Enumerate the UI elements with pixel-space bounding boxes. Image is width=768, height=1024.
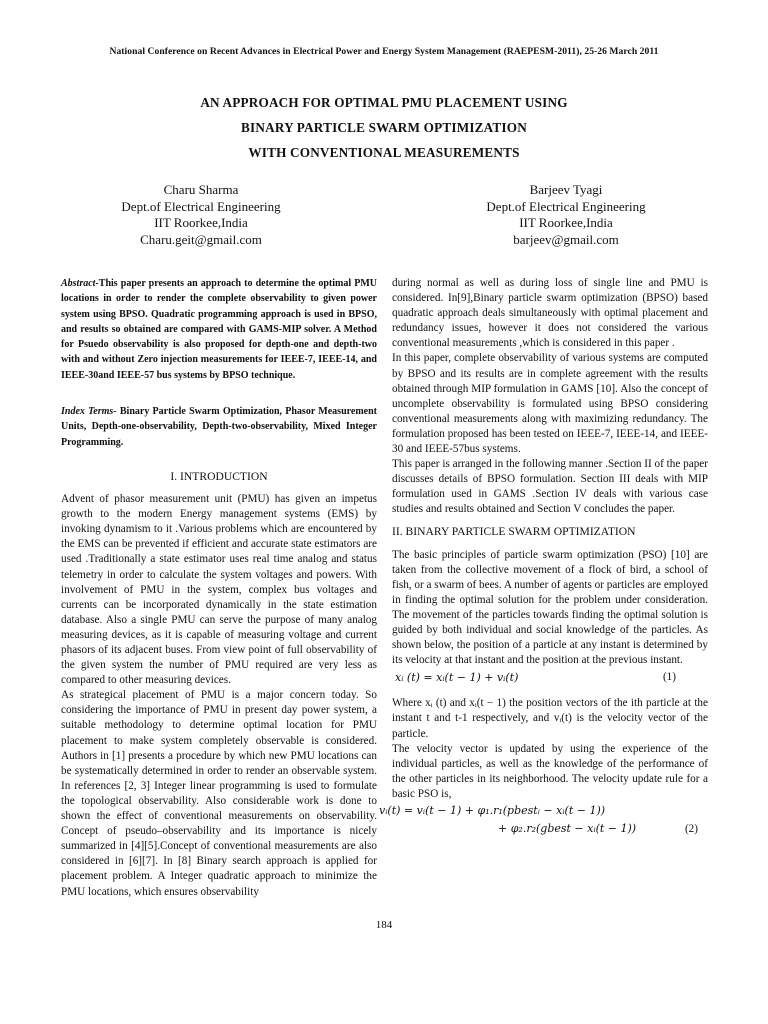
section-title: . BINARY PARTICLE SWARM OPTIMIZATION (399, 524, 636, 538)
right-paragraph-3: This paper is arranged in the following manner .Section II of the paper discusses details of BPSO formulation. Section III deals with MIP formulation used in GAMS .Section IV deals with various case studies and results obtained and Section V concludes the paper. (392, 458, 708, 516)
index-terms (61, 404, 377, 450)
intro-paragraph-2: As strategical placement of PMU is a major concern today. So considering the importance of PMU in present day power system, a suitable methodology to determine optimal location for PMU placement to make system completely observable is considered. Authors in [1] presents a procedure by which new PMU locations can be systematically determined in order to render an observable system. In references [2, 3] Integer linear programming is used to formulate the topological observability. Also considerable work is done to shown the effect of conventional measurements on observability. Concept of pseudo–observability and its importance is nicely summarized in [4][5].Concept of conventional measurements are also considered in [6][7]. In [8] Binary search approach is applied for placement problem. A Integer quadratic approach to minimize the PMU locations, which ensures observability (61, 689, 377, 898)
author-name: Barjeev Tyagi (529, 182, 603, 197)
author-name: Charu Sharma (163, 182, 239, 197)
abstract (61, 276, 377, 383)
paper-title-line-3: WITH CONVENTIONAL MEASUREMENTS (248, 145, 520, 160)
author-block-1 (91, 182, 311, 248)
left-column (61, 276, 377, 900)
author-dept: Dept.of Electrical Engineering (486, 198, 646, 214)
paper-title-line-2: BINARY PARTICLE SWARM OPTIMIZATION (241, 120, 527, 135)
bpso-paragraph-2: Where xᵢ (t) and xᵢ(t − 1) the position vectors of the ith particle at the instant t and t-1 respectively, and vᵢ(t) is the velocity vector of the particle. (392, 697, 708, 740)
equation-1-body: xᵢ (t) = xᵢ(t − 1) + vᵢ(t) (395, 671, 519, 685)
section-heading-bpso (392, 524, 708, 539)
abstract-text: This paper presents an approach to determine the optimal PMU locations in order to render the complete observability to given power system using BPSO. Quadratic programming approach is used in BPSO, and results so obtained are compared with GAMS-MIP solver. A Method for Psuedo observability is also proposed for depth-one and depth-two with and without Zero injection measurements for IEEE-7, IEEE-14, and IEEE-30and IEEE-57 bus systems by BPSO technique. (61, 278, 377, 381)
author-dept: Dept.of Electrical Engineering (121, 198, 281, 214)
author-block-2 (456, 182, 676, 248)
abstract-label: Abstract- (61, 278, 99, 289)
index-terms-text: Binary Particle Swarm Optimization, Phasor Measurement Units, Depth-one-observability, Depth-two-observability, Mixed Integer Programming. (61, 406, 377, 448)
section-heading-introduction (61, 469, 377, 484)
conference-header: National Conference on Recent Advances in Electrical Power and Energy System Management (RAEPESM-2011), 25-26 March 2011 (109, 46, 659, 57)
author-email: Charu.geit@gmail.com (140, 231, 262, 247)
bpso-paragraph-1: The basic principles of particle swarm optimization (PSO) [10] are taken from the collective movement of a flock of bird, a school of fish, or a swarm of bees. A number of agents or particles are employed in finding the optimal solution for the problem under consideration. The movement of the particles towards finding the optimal solution is guided by both individual and social knowledge of the particles. As shown below, the position of a particle at any instant is determined by its velocity at that instant and the position at the previous instant. (392, 548, 708, 667)
section-title: INTRODUCTION (177, 469, 268, 483)
author-email: barjeev@gmail.com (513, 231, 619, 247)
index-terms-label: Index Terms- (61, 406, 117, 418)
author-institution: IIT Roorkee,India (519, 215, 613, 230)
right-column (379, 276, 708, 840)
right-paragraph-2: In this paper, complete observability of various systems are computed by BPSO and its results are in complete agreement with the results obtained through MIP formulation in GAMS [10]. Also the concept of uncomplete observability is formulated using BPSO considering conventional measurements along with maximizing redundancy. The formulation proposed has been tested on IEEE-7, IEEE-14, and IEEE-30 and IEEE-57bus systems. (392, 352, 708, 456)
right-paragraph-1: during normal as well as during loss of single line and PMU is considered. In[9],Binary particle swarm optimization (BPSO) based quadratic approach deals simultaneously with optimal placement and redundancy issues, however it does not considered the various conventional measurements ,which is considered in this paper . (392, 277, 708, 350)
paper-title-line-1: AN APPROACH FOR OPTIMAL PMU PLACEMENT USING (200, 95, 568, 110)
equation-2-line-2 (392, 820, 708, 840)
equation-2-body-b: + φ₂.r₂(gbest − xᵢ(t − 1)) (498, 822, 637, 835)
author-institution: IIT Roorkee,India (154, 215, 248, 230)
bpso-paragraph-3: The velocity vector is updated by using the experience of the individual particles, as well as the knowledge of the performance of the other particles in its neighborhood. The velocity update rule for a basic PSO is, (392, 742, 708, 800)
equation-1 (392, 668, 708, 688)
equation-2-line-1 (379, 802, 708, 820)
equation-1-number: (1) (662, 671, 676, 684)
intro-paragraph-1: Advent of phasor measurement unit (PMU) has given an impetus growth to the modern Energy management systems (EMS) by invoking dynamism to it .Various problems which are encountered by the EMS can be prevented if efficient and accurate state estimators are used .Traditionally a state estimator uses real time analog and status telemetry in order to calculate the system voltages and powers. With involvement of PMU in the system, complex bus voltages and currents can be incorporated dynamically in the state estimation database. Also a single PMU can serve the purpose of many analog measuring devices, as it is capable of measuring voltage and current phasors of its adjacent buses. From view point of full observability of the given system the number of PMU required are very less as compared to other measuring devices. (61, 493, 377, 687)
section-number: I. (170, 469, 178, 483)
equation-2-body-a: vᵢ(t) = vᵢ(t − 1) + φ₁.r₁(pbestᵢ − xᵢ(t − 1)) (379, 804, 606, 817)
section-number: II (392, 524, 400, 538)
page-number: 184 (375, 919, 393, 931)
equation-2-number: (2) (684, 823, 698, 835)
